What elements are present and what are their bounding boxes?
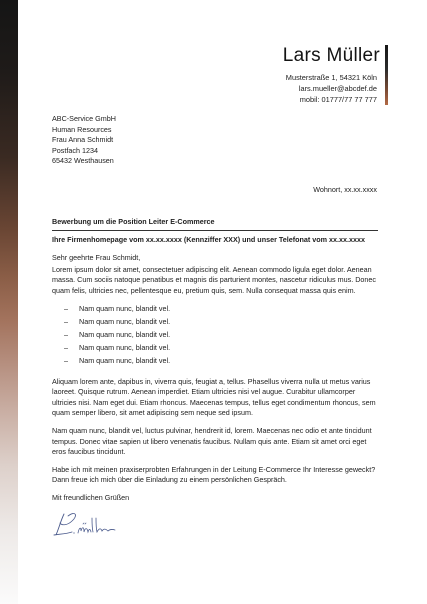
recipient-address: [52, 114, 116, 167]
subject-line: Bewerbung um die Position Leiter E-Commerce: [52, 217, 378, 231]
sender-email: lars.mueller@abcdef.de: [298, 84, 377, 93]
bullet-dash: –: [64, 316, 68, 326]
paragraph-details: Nam quam nunc, blandit vel, luctus pulvinar, hendrerit id, lorem. Maecenas nec odio et ante tincidunt tempus. Donec vitae sapien ut libero venenatis faucibus. Nullam quis ante. Etiam sit amet orci eget eros faucibus tincidunt.: [52, 425, 372, 457]
list-item: [52, 343, 378, 356]
sender-contact: [286, 72, 377, 105]
bullet-dash: –: [64, 355, 68, 365]
bullet-text: Nam quam nunc, blandit vel.: [79, 355, 171, 365]
bullet-dash: –: [64, 303, 68, 313]
bullet-dash: –: [64, 342, 68, 352]
closing-phrase: Mit freundlichen Grüßen: [52, 492, 130, 502]
sender-phone: mobil: 01777/77 77 777: [299, 95, 377, 104]
sender-name: Lars Müller: [282, 45, 380, 66]
recipient-city: 65432 Westhausen: [52, 156, 114, 166]
bullet-text: Nam quam nunc, blandit vel.: [79, 342, 171, 352]
recipient-company: ABC-Service GmbH: [52, 114, 116, 123]
recipient-postbox: Postfach 1234: [52, 145, 98, 155]
bullet-text: Nam quam nunc, blandit vel.: [79, 316, 171, 326]
recipient-person: Frau Anna Schmidt: [52, 135, 114, 145]
salutation: Sehr geehrte Frau Schmidt,: [52, 253, 141, 263]
decorative-sidebar-gradient: [0, 0, 18, 604]
list-item: [52, 304, 378, 317]
bullet-list: [52, 304, 378, 369]
bullet-dash: –: [64, 329, 68, 339]
paragraph-call-to-action: Habe ich mit meinen praxiserprobten Erfahrungen in der Leitung E-Commerce Ihr Interesse geweckt? Dann freue ich mich über die Einladung zu einem persönlichen Gespräch.: [52, 464, 376, 485]
sender-street: Musterstraße 1, 54321 Köln: [285, 73, 377, 82]
header-accent-bar: [385, 45, 388, 105]
list-item: [52, 317, 378, 330]
recipient-department: Human Resources: [52, 124, 112, 134]
list-item: [52, 330, 378, 343]
list-item: [52, 356, 378, 369]
reference-line: Ihre Firmenhomepage vom xx.xx.xxxx (Kennziffer XXX) und unser Telefonat vom xx.xx.xxxx: [52, 234, 366, 244]
paragraph-intro: Lorem ipsum dolor sit amet, consectetuer adipiscing elit. Aenean commodo ligula eget dolor. Aenean massa. Cum sociis natoque penatibus et magnis dis parturient montes, nascetur ridiculus mus. Donec quam felis, ultricies nec, pellentesque eu, pretium quis, sem. Nulla consequat massa quis enim.: [52, 264, 376, 295]
place-date: Wohnort, xx.xx.xxxx: [313, 185, 377, 194]
handwritten-signature: [52, 508, 122, 540]
paragraph-experience: Aliquam lorem ante, dapibus in, viverra quis, feugiat a, tellus. Phasellus viverra nulla ut metus varius laoreet. Quisque rutrum. Aenean imperdiet. Etiam ultricies nisi vel augue. Curabitur ullamcorper ultricies nisi. Nam eget dui. Etiam rhoncus. Maecenas tempus, tellus eget condimentum rhoncus, sem quam semper libero, sit amet adipiscing sem neque sed ipsum.: [52, 376, 376, 418]
bullet-text: Nam quam nunc, blandit vel.: [79, 329, 171, 339]
bullet-text: Nam quam nunc, blandit vel.: [79, 303, 171, 313]
letter-body: [52, 217, 378, 543]
